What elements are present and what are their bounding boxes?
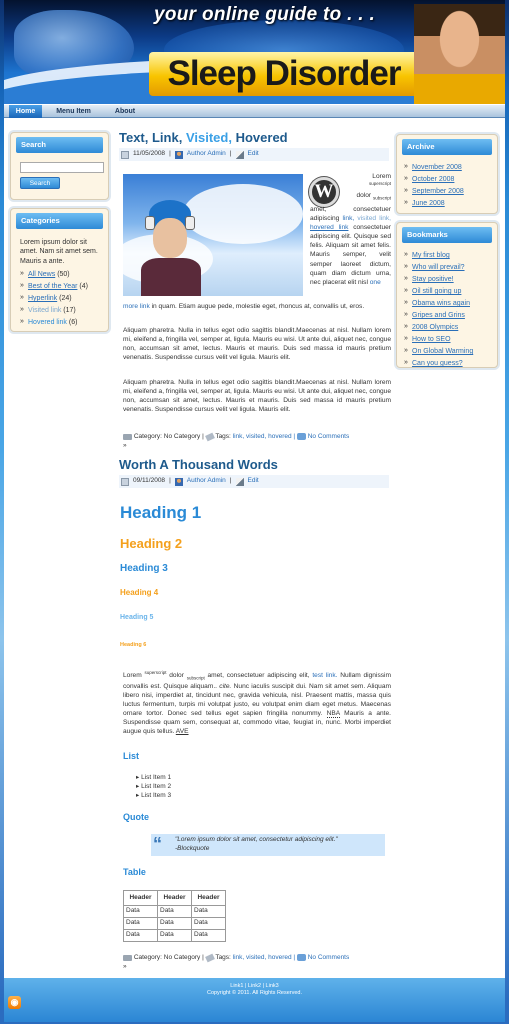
user-icon — [175, 151, 183, 159]
bookmark-link[interactable]: How to SEO — [412, 336, 451, 344]
list-item: ▸ List Item 3 — [136, 792, 172, 799]
text-body: consectetuer adipiscing elit. Quisque sed felis. Aliquam sit amet felis. Mauris semper, velit semper laoreet dictum, quam diam dictum urna, nec placerat elit nisl — [310, 224, 391, 286]
bullet-list — [136, 773, 171, 800]
tag-link[interactable]: link, — [232, 954, 245, 962]
user-icon — [175, 478, 183, 486]
text-body: in quam. Etiam augue pede, molestie eget, rhoncus at, convallis ut, eros. — [151, 303, 365, 310]
list-item-label: List Item 1 — [141, 774, 172, 781]
list-item — [20, 294, 108, 303]
data-table — [123, 890, 226, 942]
folder-icon — [123, 434, 132, 440]
bookmark-link[interactable]: Obama wins again — [412, 300, 470, 308]
list-item — [20, 270, 108, 279]
list-item — [404, 287, 496, 296]
post-date: 11/05/2008 — [133, 150, 166, 158]
text-dolor: dolor — [356, 192, 372, 200]
text-superscript: superscript — [144, 670, 167, 675]
list-heading: List — [123, 751, 140, 761]
nav-about[interactable]: About — [114, 108, 136, 115]
calendar-icon — [121, 151, 129, 159]
list-item — [20, 306, 108, 315]
tag-link[interactable]: visited, — [246, 433, 267, 441]
table-cell: Data — [124, 906, 158, 918]
table-cell: Data — [192, 906, 226, 918]
page-wrapper — [4, 0, 505, 1024]
bookmarks-widget — [396, 222, 498, 368]
table-header: Header — [158, 891, 192, 906]
footer-links[interactable]: Link1 | Link2 | Link3 — [230, 983, 279, 989]
categories-intro: Lorem ipsum dolor sit amet. Nam sit amet sem. Mauris a ante. — [20, 239, 98, 265]
post-1 — [119, 130, 389, 161]
archive-link[interactable]: November 2008 — [412, 164, 462, 171]
post-paragraph — [123, 670, 391, 736]
site-tagline: your online guide to . . . — [154, 4, 376, 25]
list-item — [404, 199, 494, 208]
categories-widget — [10, 208, 109, 332]
test-link[interactable]: test link. — [312, 672, 338, 680]
categories-widget-title: Categories — [16, 213, 103, 229]
quote-text: "Lorem ipsum dolor sit amet, consectetur adipiscing elit." — [175, 836, 338, 843]
post-side-text — [310, 172, 391, 202]
list-item — [404, 311, 496, 320]
category-link-hyperlink[interactable]: Hyperlink — [28, 295, 58, 303]
post-edit-link[interactable]: Edit — [247, 150, 259, 158]
footer-copyright: Copyright © 2011. All Rights Reserved. — [206, 990, 303, 997]
category-count: (6) — [68, 319, 78, 327]
arrow: » — [123, 962, 127, 970]
post-category: Category: No Category | — [133, 954, 204, 962]
table-cell: Data — [158, 906, 192, 918]
list-item-label: List Item 3 — [141, 792, 172, 799]
heading-5: Heading 5 — [120, 614, 154, 621]
bookmark-link[interactable]: Can you guess? — [412, 360, 463, 368]
edit-icon — [236, 478, 244, 486]
comments-link[interactable]: No Comments — [307, 954, 350, 962]
post-tags-label: Tags: — [215, 433, 231, 441]
table-header: Header — [192, 891, 226, 906]
list-item — [404, 251, 496, 260]
category-link-hovered[interactable]: Hovered link — [28, 319, 67, 327]
header-person-image — [414, 4, 505, 104]
category-link-best-of-year[interactable]: Best of the Year — [28, 283, 78, 291]
post-author[interactable]: Author Admin — [186, 150, 226, 158]
text-dolor: dolor — [169, 672, 184, 680]
quote-author: -Blockquote — [175, 844, 210, 852]
comments-link[interactable]: No Comments — [307, 433, 350, 441]
table-cell: Data — [158, 930, 192, 942]
site-footer — [4, 978, 505, 1022]
visited-link[interactable]: visited link, — [357, 215, 391, 223]
main-navigation — [4, 104, 505, 118]
comments-icon — [297, 954, 306, 961]
post-category: Category: No Category | — [133, 433, 204, 441]
comments-icon — [297, 433, 306, 440]
bookmark-link[interactable]: Oil still going up — [412, 288, 462, 296]
nav-menu-item[interactable]: Menu Item — [56, 108, 91, 115]
bookmark-link[interactable]: Stay positive! — [412, 276, 454, 284]
site-header — [4, 0, 505, 104]
post-title-hovered: Hovered — [235, 130, 288, 145]
post-image — [123, 174, 303, 296]
archive-list — [404, 163, 494, 211]
table-cell: Data — [158, 918, 192, 930]
category-count: (4) — [79, 283, 88, 291]
post-wrap-text — [123, 302, 391, 311]
table-header: Header — [124, 891, 158, 906]
post-title-text: Text, Link, — [119, 130, 183, 145]
rss-icon[interactable]: ◉ — [8, 996, 21, 1009]
table-row — [124, 918, 226, 930]
category-link-all-news[interactable]: All News — [28, 271, 56, 278]
archive-widget-title: Archive — [402, 139, 492, 155]
more-link[interactable]: more link — [123, 303, 150, 310]
archive-link[interactable]: October 2008 — [412, 176, 455, 184]
post-author[interactable]: Author Admin — [186, 477, 226, 485]
table-heading: Table — [123, 867, 146, 877]
bookmark-link[interactable]: Who will prevail? — [412, 264, 465, 272]
bookmark-link[interactable]: On Global Warming — [412, 348, 474, 356]
blockquote — [151, 834, 385, 856]
categories-list — [20, 270, 108, 330]
tag-link[interactable]: link, — [232, 433, 245, 441]
heading-6: Heading 6 — [120, 642, 147, 648]
category-count: (50) — [57, 271, 70, 278]
text-body: amet, consectetuer adipiscing elit, — [207, 672, 310, 680]
list-item: ▸ List Item 2 — [136, 783, 172, 790]
list-item — [404, 263, 496, 272]
bookmark-link[interactable]: Gripes and Grins — [412, 312, 465, 320]
heading-4: Heading 4 — [120, 588, 159, 597]
post-title-visited: Visited, — [185, 130, 232, 145]
heading-2: Heading 2 — [120, 536, 183, 551]
text-subscript: subscript — [372, 195, 391, 201]
hovered-link[interactable]: hovered link — [310, 224, 349, 232]
site-title[interactable]: Sleep Disorder — [149, 52, 419, 96]
table-cell: Data — [124, 930, 158, 942]
calendar-icon — [121, 478, 129, 486]
heading-3: Heading 3 — [120, 563, 168, 574]
text-link[interactable]: link, — [342, 215, 355, 223]
post-2 — [119, 457, 389, 488]
tag-icon — [205, 432, 215, 441]
post-date: 09/11/2008 — [133, 477, 166, 485]
list-item — [404, 359, 496, 368]
edit-icon — [236, 151, 244, 159]
post-title[interactable]: Worth A Thousand Words — [119, 457, 278, 472]
heading-1: Heading 1 — [120, 503, 202, 522]
post-paragraph: Aliquam pharetra. Nulla in tellus eget odio sagittis blandit.Maecenas at nisl. Nullam lorem mi, eleifend a, fringilla vel, semper at, ligula. Mauris eu wisi. Ut ante dui, aliquet nec, congue non, accumsan sit amet, lectus. Mauris et mauris. Duis sed massa id mauris pretium venenatis. Suspendisse cursus velit vel ligula. Mauris elit. — [123, 327, 391, 362]
tag-link[interactable]: visited, — [246, 954, 267, 962]
arrow: » — [123, 441, 127, 449]
one-link[interactable]: one — [369, 278, 381, 286]
text-superscript: superscript — [368, 181, 391, 187]
text-cite: cite. — [219, 682, 232, 690]
text-lorem: Lorem — [123, 672, 142, 680]
list-item — [20, 318, 108, 327]
text-body: amet, consectetuer adipiscing — [310, 206, 391, 223]
post-title[interactable] — [119, 130, 389, 146]
list-item — [20, 282, 108, 291]
search-widget-title: Search — [16, 137, 103, 153]
text-abbr: NBA — [326, 709, 340, 717]
bookmark-link[interactable]: My first blog — [412, 252, 450, 259]
post-paragraph: Aliquam pharetra. Nulla in tellus eget odio sagittis blandit.Maecenas at nisl. Nullam lorem mi, eleifend a, fringilla vel, semper at, ligula. Mauris eu wisi. Ut ante dui, aliquet nec, congue non, accumsan sit amet, lectus. Mauris et mauris. Duis sed massa id mauris pretium venenatis. Suspendisse cursus velit vel ligula. Mauris elit. — [123, 379, 391, 414]
tag-link[interactable]: hovered | — [268, 954, 296, 962]
table-cell: Data — [192, 918, 226, 930]
list-item — [404, 163, 494, 172]
text-subscript: subscript — [186, 675, 205, 681]
list-item — [404, 275, 496, 284]
category-count: (24) — [59, 295, 72, 303]
tag-link[interactable]: hovered | — [268, 433, 296, 441]
bookmarks-widget-title: Bookmarks — [402, 227, 492, 243]
post-edit-link[interactable]: Edit — [247, 477, 259, 485]
post-footer — [123, 433, 391, 451]
post-footer — [123, 954, 391, 972]
category-count: (17) — [63, 307, 76, 315]
list-item — [404, 175, 494, 184]
post-meta: 09/11/2008 | Author Admin | Edit — [119, 475, 389, 488]
list-item — [404, 347, 496, 356]
table-cell: Data — [124, 918, 158, 930]
nav-home[interactable]: Home — [9, 105, 42, 118]
wordpress-icon: W — [309, 177, 339, 207]
list-item — [404, 299, 496, 308]
list-item: ▸ List Item 1 — [136, 774, 172, 781]
table-row — [124, 906, 226, 918]
table-cell: Data — [192, 930, 226, 942]
post-side-text-body — [310, 205, 391, 287]
text-body: Mauris a ante. Suspendisse quam sem, consequat at, commodo vitae, feugiat in, nunc. Morbi imperdiet augue quis tellus. — [123, 709, 391, 736]
archive-widget — [396, 134, 498, 214]
tag-icon — [205, 953, 215, 962]
bookmarks-list — [404, 251, 496, 371]
text-body: Nullam dignissim convallis est. Quisque aliquam.. — [123, 672, 391, 690]
search-input[interactable] — [20, 162, 104, 173]
text-body: Nunc iaculis suscipit dui. Nam sit amet sem. Aliquam libero nisi, imperdiet at, tincidunt nec, gravida vehicula, nisl. Praesent mattis, massa quis luctus fermentum, turpis mi volutpat justo, eu volutpat enim diam eget metus. Maecenas ornare tortor. Donec sed tellus eget sapien fringilla nonummy. — [123, 682, 391, 717]
post-meta: 11/05/2008 | Author Admin | Edit — [119, 148, 389, 161]
list-item — [404, 323, 496, 332]
table-row — [124, 930, 226, 942]
quote-heading: Quote — [123, 812, 149, 822]
quote-icon: “ — [153, 834, 162, 854]
search-widget — [10, 132, 109, 200]
list-item-label: List Item 2 — [141, 783, 172, 790]
category-link-visited[interactable]: Visited link — [28, 307, 62, 315]
text-acronym: AVE — [175, 728, 189, 736]
list-item — [404, 187, 494, 196]
text-lorem: Lorem — [372, 173, 391, 180]
list-item — [404, 335, 496, 344]
archive-link[interactable]: September 2008 — [412, 188, 464, 196]
folder-icon — [123, 955, 132, 961]
archive-link[interactable]: June 2008 — [412, 200, 445, 208]
bookmark-link[interactable]: 2008 Olympics — [412, 324, 459, 332]
search-button[interactable]: Search — [20, 177, 60, 189]
post-tags-label: Tags: — [215, 954, 231, 962]
